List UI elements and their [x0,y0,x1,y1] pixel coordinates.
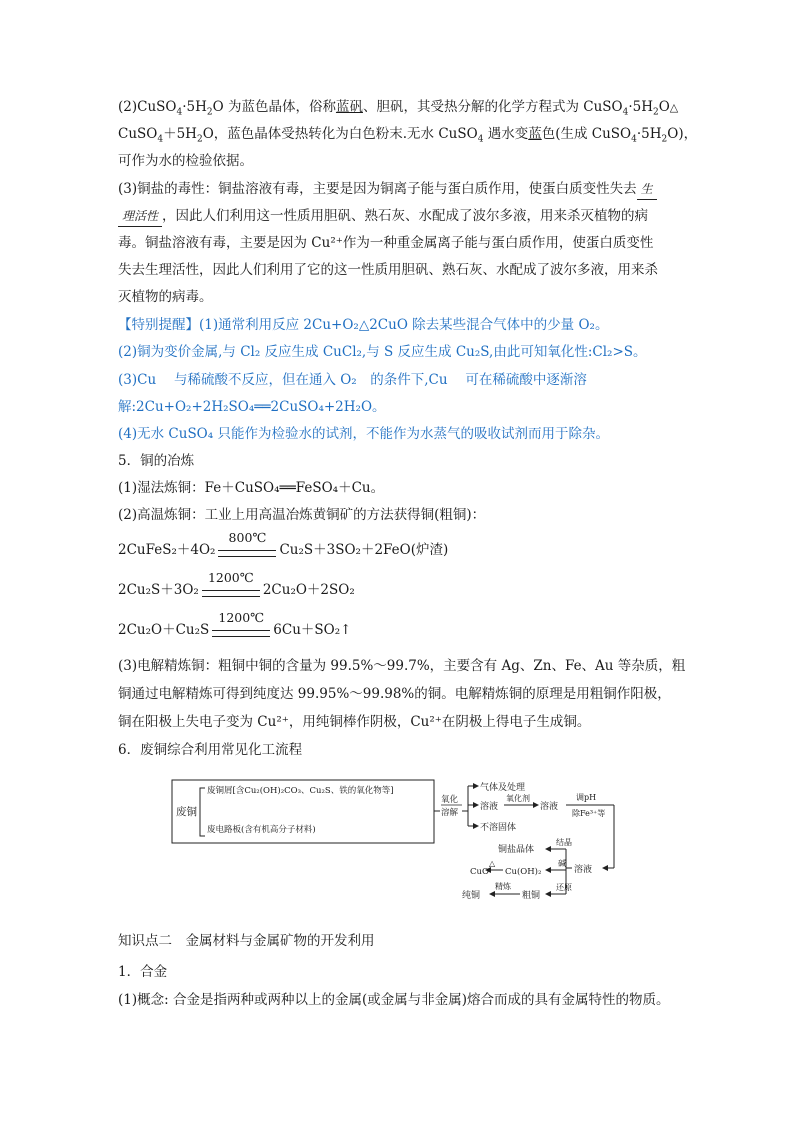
high-temp-copper: (2)高温炼铜：工业上用高温冶炼黄铜矿的方法获得铜(粗铜)： [118,507,486,523]
wet-copper: (1)湿法炼铜：Fe＋CuSO₄══FeSO₄＋Cu。 [118,480,385,496]
flow-reduce: 还原 [556,883,572,892]
reminder-line4: (4)无水 CuSO₄ 只能作为检验水的试剂，不能作为水蒸气的吸收试剂而用于除杂。 [118,426,609,442]
reminder-line2: (2)铜为变价金属,与 Cl₂ 反应生成 CuCl₂,与 S 反应生成 Cu₂S,由此可知氧化性:Cl₂>S。 [118,344,647,360]
flow-oxidize-2: 溶解 [441,808,459,818]
flow-adjust-ph: 调pH [576,793,597,802]
flow-crystal: 结晶 [556,838,572,847]
electro-line1: (3)电解精炼铜：粗铜中铜的含量为 99.5%～99.7%，主要含有 Ag、Zn、Fe、Au 等杂质，粗 [118,658,686,674]
flow-oxidant: 氧化剂 [506,794,530,803]
flow-item2: 废电路板(含有机高分子材料) [207,825,316,835]
flow-insoluble: 不溶固体 [480,823,517,833]
lanfan-term: 蓝矾 [335,99,363,115]
alloy-heading: 1．合金 [118,964,168,980]
reminder-line1: 【特别提醒】(1)通常利用反应 2Cu+O₂△2CuO 除去某些混合气体中的少量 O₂。 [118,317,609,333]
equation-3: 2Cu₂O＋Cu₂S 1200℃ 6Cu＋SO₂↑ [118,610,352,638]
alloy-definition: (1)概念: 合金是指两种或两种以上的金属(或金属与非金属)熔合而成的具有金属特性的物质。 [118,992,670,1008]
answer-blank-2: 理活性 [118,206,162,227]
flow-cuoh2: Cu(OH)₂ [505,867,542,877]
reminder-tag: 【特别提醒】 [118,317,199,333]
para3-line1: (3)铜盐的毒性：铜盐溶液有毒，主要是因为铜离子能与蛋白质作用，使蛋白质变性失去 生 [118,179,657,200]
flow-heat: △ [489,859,496,868]
flow-solution-1: 溶液 [480,802,499,812]
para2-line2: $CuSO_4+5H_2O$，蓝色晶体受热转化为白色粉末.无水 CuSO$_4$ 遇水变蓝色(生成 $CuSO_4\cdot 5H_2O$)， [118,126,698,145]
flow-gas: 气体及处理 [480,783,526,793]
reminder-line3b: 解:2Cu+O₂+2H₂SO₄══2CuSO₄+2H₂O。 [118,399,386,415]
flow-refine: 精炼 [495,882,511,891]
flow-oxidize-1: 氧化 [441,795,459,805]
flow-solution-3: 溶液 [574,865,593,875]
flow-pure-cu: 纯铜 [462,891,481,901]
flow-cuo: CuO [470,867,489,877]
flow-base: 碱 [558,859,566,868]
section6-title: 6．废铜综合利用常见化工流程 [118,742,303,758]
electro-line2: 铜通过电解精炼可得到纯度达 99.95%～99.98%的铜。电解精炼铜的原理是用粗铜作阳极， [118,686,671,702]
electro-line3: 铜在阳极上失电子变为 Cu²⁺，用纯铜棒作阴极，Cu²⁺在阴极上得电子生成铜。 [118,714,591,730]
para3-line4: 失去生理活性，因此人们利用了它的这一性质用胆矾、熟石灰、水配成了波尔多液，用来杀 [118,262,658,278]
reminder-line3a: (3)Cu 与稀硫酸不反应，但在通入 O₂ 的条件下,Cu 可在稀硫酸中逐渐溶 [118,372,587,388]
flow-copper-salt: 铜盐晶体 [498,845,535,855]
equation-2: 2Cu₂S＋3O₂ 1200℃ 2Cu₂O＋2SO₂ [118,570,355,598]
para2-line3: 可作为水的检验依据。 [118,153,253,169]
equation-1: 2CuFeS₂＋4O₂ 800℃ Cu₂S＋3SO₂＋2FeO(炉渣) [118,530,449,558]
knowledge2-title: 知识点二 金属材料与金属矿物的开发利用 [118,933,375,949]
flow-item1: 废铜屑[含Cu₂(OH)₂CO₃、Cu₂S、铁的氧化物等] [207,786,394,796]
para3-line3: 毒。铜盐溶液有毒，主要是因为 Cu²⁺作为一种重金属离子能与蛋白质作用，使蛋白质变性 [118,235,654,251]
section5-title: 5．铜的冶炼 [118,453,195,469]
para3-line2: 理活性 ，因此人们利用这一性质用胆矾、熟石灰、水配成了波尔多液，用来杀灭植物的病 [118,206,648,227]
flow-remove-fe: 除Fe³⁺等 [572,809,606,818]
para2-line1: $(2)CuSO_4\cdot 5H_2O$ 为蓝色晶体，俗称蓝矾、胆矾，其受热分解的化学方程式为 $CuSO_4\cdot 5H_2O\triangle$ [118,99,679,118]
answer-blank-1: 生 [637,179,657,200]
flow-feitong: 废铜 [176,806,197,818]
para3-line5: 灭植物的病毒。 [118,289,213,305]
flow-crude-cu: 粗铜 [522,891,541,901]
flow-solution-2: 溶液 [540,802,559,812]
